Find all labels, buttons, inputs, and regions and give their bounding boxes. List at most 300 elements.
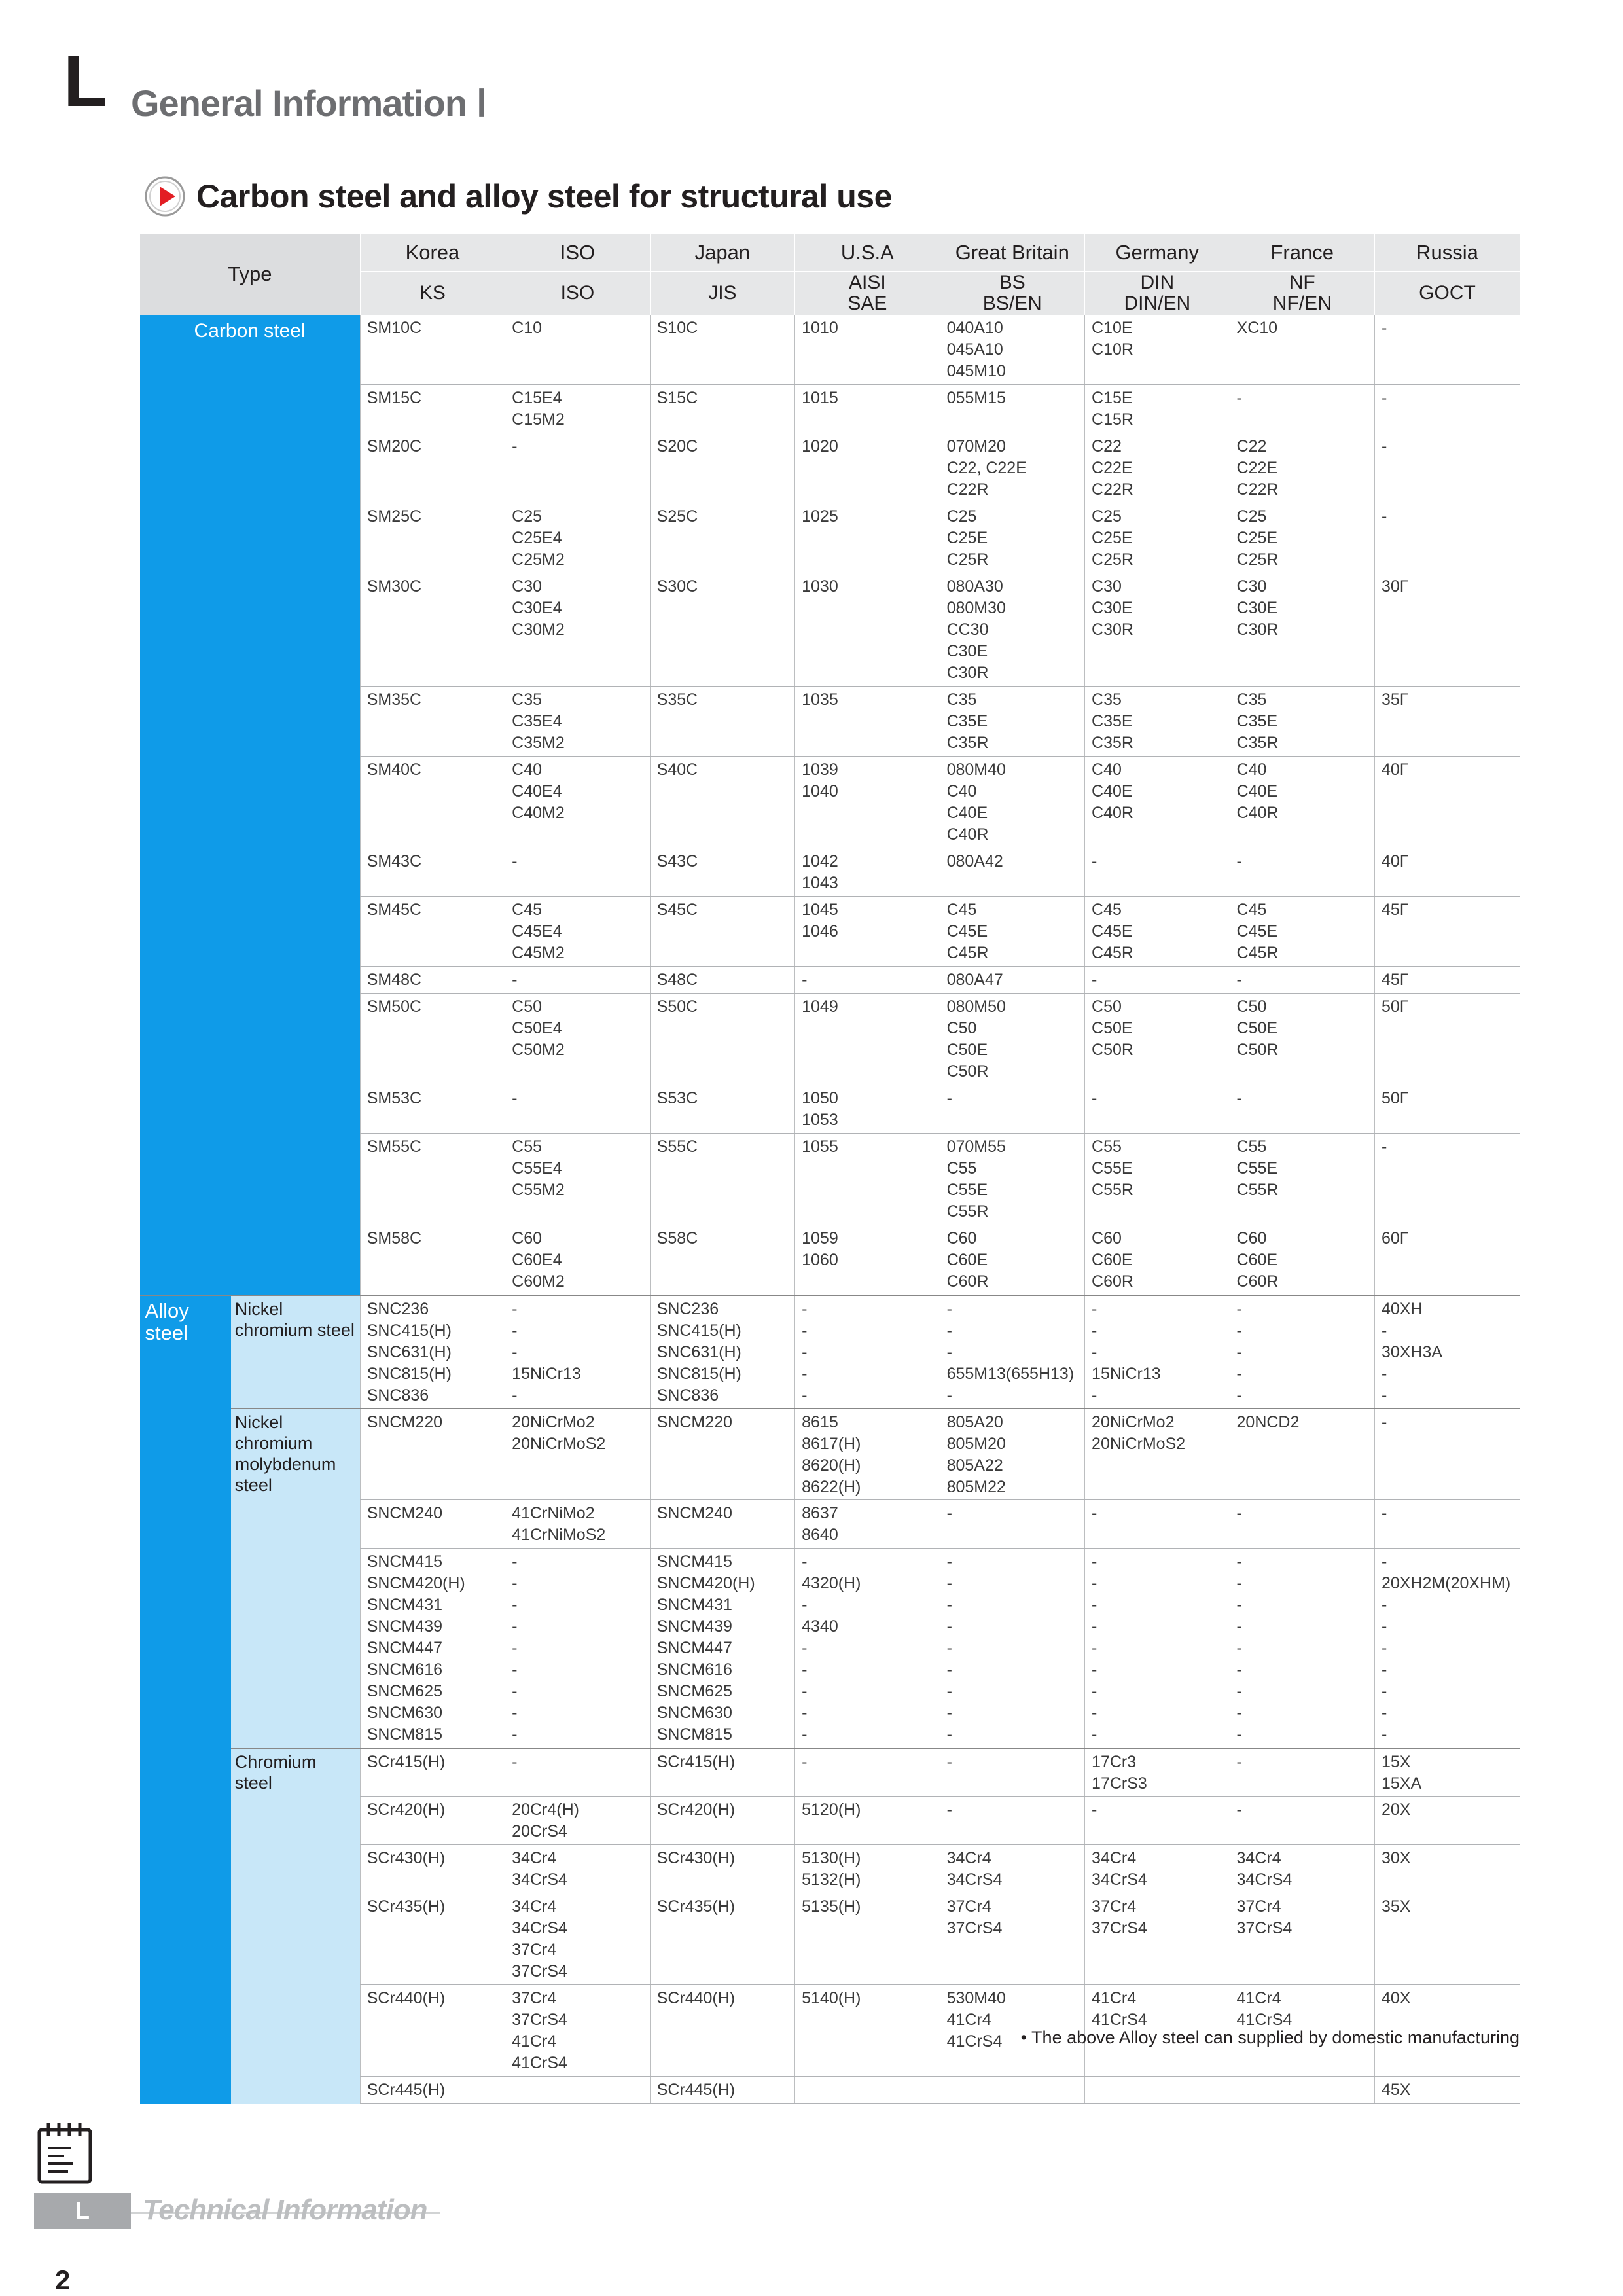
cell-ks [360,1408,505,1500]
cell-jis [650,687,794,757]
cell-value: C30E [1236,599,1278,617]
cell-value: - [1381,1682,1387,1700]
group-label-carbon-steel: Carbon steel [140,315,361,1295]
footer-section-title: Technical Information [143,2194,427,2226]
cell-value: - [512,1704,518,1722]
cell-value: 5135(H) [802,1897,861,1916]
cell-iso [505,315,650,385]
cell-nf [1230,1893,1374,1985]
cell-value: C60 [1092,1229,1122,1247]
cell-goct [1374,1797,1520,1845]
cell-din [1085,1085,1230,1134]
cell-ks [360,1893,505,1985]
cell-bs [940,2077,1084,2104]
cell-value: - [1381,507,1387,526]
cell-goct [1374,1748,1520,1797]
cell-value: SNCM420(H) [656,1574,755,1592]
cell-value: SNCM447 [656,1639,732,1657]
cell-value: C15E4 [512,389,562,407]
cell-value: C25R [1092,550,1133,569]
cell-value: S53C [656,1089,698,1107]
cell-aisi [795,1134,940,1225]
cell-value: S45C [656,901,698,919]
cell-value: SCr440(H) [366,1989,446,2007]
cell-value: - [1236,1552,1242,1571]
cell-value: 34Cr4 [512,1849,557,1867]
cell-value: 41Cr4 [946,2011,991,2029]
cell-aisi [795,433,940,503]
cell-din [1085,967,1230,994]
cell-ks [360,1985,505,2077]
cell-value: 055M15 [946,389,1006,407]
cell-value: - [802,971,808,989]
cell-value: C40R [1236,804,1279,822]
cell-aisi [795,1893,940,1985]
cell-value: 37CrS4 [1236,1919,1293,1937]
cell-nf [1230,503,1374,573]
cell-bs [940,1845,1084,1893]
cell-value: SNCM630 [366,1704,443,1722]
standard-header: GOCT [1374,272,1520,315]
subgroup-label: Nickel chromium molybdenum steel [231,1408,360,1748]
cell-aisi [795,1408,940,1500]
cell-value: SNC815(H) [366,1364,452,1383]
cell-goct [1374,433,1520,503]
cell-value: - [1236,1504,1242,1522]
cell-nf [1230,848,1374,897]
cell-value: - [1381,1504,1387,1522]
cell-value: - [1092,1386,1097,1405]
cell-value: SNCM439 [656,1617,732,1636]
cell-value: 20NiCrMo2 [1092,1412,1175,1431]
cell-value: 37Cr4 [1092,1897,1137,1916]
cell-value: - [512,1089,518,1107]
cell-value: 080A42 [946,852,1003,870]
cell-value: - [802,1660,808,1679]
cell-value: 15X [1381,1752,1411,1771]
cell-jis [650,1985,794,2077]
cell-value: 30X [1381,1849,1411,1867]
cell-goct [1374,385,1520,433]
cell-value: C60E [1236,1251,1278,1269]
cell-value: SCr430(H) [366,1849,446,1867]
cell-value: - [1381,1660,1387,1679]
cell-value: SM45C [366,901,422,919]
footnote: • The above Alloy steel can supplied by domestic manufacturing [1020,2028,1520,2047]
cell-value: 41CrNiMo2 [512,1504,595,1522]
cell-value: C40R [946,825,989,844]
cell-iso [505,1085,650,1134]
cell-nf [1230,1500,1374,1549]
cell-value: C60E [1092,1251,1133,1269]
cell-value: C50R [1092,1041,1133,1059]
cell-din [1085,2077,1230,2104]
cell-value: 080A30 [946,577,1003,596]
cell-nf [1230,994,1374,1085]
cell-goct [1374,503,1520,573]
cell-goct [1374,1295,1520,1408]
cell-value: SNCM415 [656,1552,732,1571]
cell-value: 45Г [1381,901,1409,919]
cell-din [1085,1408,1230,1500]
cell-value: C35M2 [512,734,565,752]
cell-value: - [512,1617,518,1636]
cell-value: C35E4 [512,712,562,730]
cell-value: 41CrS4 [1092,2011,1147,2029]
cell-value: C55R [1092,1181,1133,1199]
cell-value: 17Cr3 [1092,1752,1137,1771]
cell-value: C45E [1092,922,1133,941]
cell-value: - [1092,1552,1097,1571]
cell-value: 40Г [1381,761,1409,779]
cell-ks [360,1500,505,1549]
cell-jis [650,1893,794,1985]
cell-value: S20C [656,437,698,456]
cell-value: - [946,1682,952,1700]
cell-din [1085,1549,1230,1748]
cell-value: - [1236,1617,1242,1636]
cell-value: - [1092,1725,1097,1744]
cell-value: SNC836 [366,1386,429,1405]
cell-value: - [1236,1386,1242,1405]
cell-value: C50 [1092,997,1122,1016]
cell-value: C30E [1092,599,1133,617]
cell-value: - [802,1342,808,1361]
cell-value: 1045 [802,901,838,919]
cell-value: 37CrS4 [512,2011,567,2029]
cell-value: 35Г [1381,691,1409,709]
cell-aisi [795,967,940,994]
cell-value: C15E [1092,389,1133,407]
cell-din [1085,433,1230,503]
cell-aisi [795,503,940,573]
cell-value: - [512,1386,518,1405]
cell-din [1085,315,1230,385]
cell-value: SM48C [366,971,422,989]
cell-value: 805M20 [946,1434,1006,1453]
cell-value: SNCM815 [366,1725,443,1744]
cell-value: SM20C [366,437,422,456]
cell-iso [505,2077,650,2104]
cell-value: 20NiCrMo2 [512,1412,595,1431]
cell-value: C45 [512,901,543,919]
cell-value: - [1381,1386,1387,1405]
cell-value [512,2079,649,2101]
cell-value: 41Cr4 [512,2032,557,2051]
cell-value: C60 [512,1229,543,1247]
cell-value: 15NiCr13 [1092,1364,1161,1383]
cell-value: C40E4 [512,782,562,800]
cell-value: C60R [1236,1272,1279,1291]
cell-iso [505,1225,650,1295]
cell-value: 17CrS3 [1092,1774,1147,1793]
cell-value: C22 [1236,437,1267,456]
cell-value: - [512,1342,518,1361]
cell-value: C50 [946,1019,977,1037]
cell-aisi [795,1085,940,1134]
cell-value: 37CrS4 [1092,1919,1147,1937]
cell-bs [940,848,1084,897]
cell-value: S55C [656,1138,698,1156]
cell-value: C40 [1236,761,1267,779]
cell-value: SM43C [366,852,422,870]
cell-value: - [1236,389,1242,407]
cell-value: S25C [656,507,698,526]
cell-ks [360,1134,505,1225]
cell-nf [1230,433,1374,503]
cell-value: C60R [946,1272,989,1291]
cell-value: - [512,1552,518,1571]
cell-value: SNCM420(H) [366,1574,465,1592]
cell-ks [360,994,505,1085]
cell-value: - [802,1704,808,1722]
cell-value: - [802,1552,808,1571]
cell-value: C25R [1236,550,1279,569]
cell-value: 34CrS4 [1092,1871,1147,1889]
cell-bs [940,757,1084,848]
cell-din [1085,1893,1230,1985]
cell-bs [940,1085,1084,1134]
cell-value: - [1236,1704,1242,1722]
cell-bs [940,315,1084,385]
cell-value: 1030 [802,577,838,596]
cell-nf [1230,1134,1374,1225]
cell-value: SM25C [366,507,422,526]
cell-din [1085,897,1230,967]
chapter-letter: L [63,41,108,122]
cell-value: - [1381,1639,1387,1657]
cell-value: C22R [1236,480,1279,499]
cell-value: - [946,1752,952,1771]
cell-iso [505,1549,650,1748]
cell-value: C10R [1092,340,1133,359]
cell-nf [1230,967,1374,994]
cell-value: C45R [1236,944,1279,962]
cell-value: - [946,1299,952,1318]
cell-value: 655M13(655H13) [946,1364,1075,1383]
cell-value: - [802,1386,808,1405]
cell-bs [940,385,1084,433]
cell-jis [650,1845,794,1893]
cell-value: 41Cr4 [1092,1989,1137,2007]
cell-value [1092,2079,1229,2101]
cell-jis [650,967,794,994]
cell-jis [650,1500,794,1549]
country-header: Japan [650,234,794,272]
cell-value: C25E [1092,529,1133,547]
cell-nf [1230,687,1374,757]
cell-value: C25E [946,529,988,547]
cell-iso [505,503,650,573]
cell-value: - [512,1299,518,1318]
cell-value: - [1092,1682,1097,1700]
cell-din [1085,687,1230,757]
cell-din [1085,1748,1230,1797]
cell-value: C40 [512,761,543,779]
cell-goct [1374,573,1520,687]
cell-goct [1374,1408,1520,1500]
section-title: Carbon steel and alloy steel for structural use [196,178,892,215]
cell-value: SM58C [366,1229,422,1247]
cell-goct [1374,2077,1520,2104]
cell-value: C60R [1092,1272,1133,1291]
table-row [140,1408,1520,1500]
cell-value: C22E [1236,459,1278,477]
cell-value: 080M40 [946,761,1006,779]
cell-value: C45E [1236,922,1278,941]
cell-jis [650,573,794,687]
cell-value: 1053 [802,1111,838,1129]
cell-value: - [1381,1412,1387,1431]
type-header: Type [140,234,361,315]
cell-value: - [946,1639,952,1657]
cell-value: C50 [1236,997,1267,1016]
cell-value: 20Cr4(H) [512,1801,579,1819]
cell-value: S48C [656,971,698,989]
cell-value: 070M20 [946,437,1006,456]
cell-value: - [1236,1321,1242,1340]
cell-value: - [1092,852,1097,870]
cell-value: C50R [946,1062,989,1081]
cell-value: - [1381,1725,1387,1744]
cell-value: - [1092,1596,1097,1614]
cell-value: C35E [1236,712,1278,730]
cell-goct [1374,757,1520,848]
cell-value: - [802,1364,808,1383]
cell-value: 50Г [1381,997,1409,1016]
cell-iso [505,687,650,757]
cell-value: C45 [946,901,977,919]
cell-value: SNC631(H) [656,1342,741,1361]
cell-value [802,2079,939,2101]
cell-value: C15M2 [512,410,565,429]
cell-value: S10C [656,318,698,337]
cell-bs [940,687,1084,757]
cell-value: C22, C22E [946,459,1027,477]
cell-goct [1374,897,1520,967]
cell-value: 080M50 [946,997,1006,1016]
group-label-alloy-steel: Alloy steel [140,1295,231,2104]
cell-value: - [1236,1801,1242,1819]
cell-value: 040A10 [946,318,1003,337]
cell-value: 1015 [802,389,838,407]
cell-value: 30XH3A [1381,1342,1443,1361]
cell-value: C30R [1092,620,1133,639]
cell-value: 1039 [802,761,838,779]
cell-value: 1035 [802,691,838,709]
cell-jis [650,994,794,1085]
cell-value: - [1381,437,1387,456]
cell-value: - [802,1596,808,1614]
cell-value: SNC836 [656,1386,719,1405]
cell-ks [360,385,505,433]
cell-value: SNCM415 [366,1552,443,1571]
cell-value: - [802,1752,808,1771]
cell-value: SM35C [366,691,422,709]
cell-value: SNCM625 [366,1682,443,1700]
cell-iso [505,1985,650,2077]
cell-value: SCr440(H) [656,1989,736,2007]
cell-value: C35E [946,712,988,730]
cell-value: C25 [946,507,977,526]
cell-value: 41CrS4 [512,2054,567,2072]
cell-value: C50E4 [512,1019,562,1037]
standard-header: AISI SAE [795,272,940,315]
cell-value: 805M22 [946,1477,1006,1496]
cell-value: 15XA [1381,1774,1422,1793]
cell-nf [1230,1295,1374,1408]
cell-value: SCr420(H) [366,1801,446,1819]
cell-value: - [946,1801,952,1819]
cell-value: C40M2 [512,804,565,822]
cell-value: 40XH [1381,1299,1423,1318]
subgroup-label: Nickel chromium steel [231,1295,360,1408]
cell-value: 34Cr4 [1092,1849,1137,1867]
country-header: Germany [1085,234,1230,272]
cell-value: 20X [1381,1801,1411,1819]
cell-value: - [512,1596,518,1614]
cell-value: C45 [1092,901,1122,919]
cell-value: SNCM616 [366,1660,443,1679]
cell-ks [360,848,505,897]
cell-value: C30 [512,577,543,596]
cell-value: 20CrS4 [512,1822,567,1840]
cell-iso [505,1797,650,1845]
cell-iso [505,1845,650,1893]
cell-value: 37Cr4 [1236,1897,1281,1916]
cell-value: - [1092,1089,1097,1107]
cell-value: 080A47 [946,971,1003,989]
cell-aisi [795,315,940,385]
cell-value: C25 [512,507,543,526]
cell-value: C50E [1092,1019,1133,1037]
cell-value: - [1092,1639,1097,1657]
cell-din [1085,573,1230,687]
cell-value: SNC631(H) [366,1342,452,1361]
cell-value: C45R [1092,944,1133,962]
cell-nf [1230,385,1374,433]
cell-value: - [1236,1752,1242,1771]
cell-value: 60Г [1381,1229,1409,1247]
cell-value: C50E [946,1041,988,1059]
cell-value: C60M2 [512,1272,565,1291]
cell-value: - [1381,1617,1387,1636]
cell-value: 8622(H) [802,1477,861,1496]
table-row [140,1748,1520,1797]
cell-value: 1046 [802,922,838,941]
cell-value: SNC415(H) [366,1321,452,1340]
cell-iso [505,385,650,433]
cell-value: - [1236,1364,1242,1383]
cell-value: - [946,1725,952,1744]
cell-ks [360,897,505,967]
cell-value: SCr445(H) [366,2081,446,2099]
cell-value: C30 [1092,577,1122,596]
cell-value: C50 [512,997,543,1016]
cell-value: C45E [946,922,988,941]
cell-jis [650,433,794,503]
cell-goct [1374,848,1520,897]
cell-value: 1010 [802,318,838,337]
cell-value: SNCM220 [366,1412,443,1431]
cell-goct [1374,1085,1520,1134]
standard-header: DIN DIN/EN [1085,272,1230,315]
cell-bs [940,1134,1084,1225]
cell-value: - [1236,1342,1242,1361]
cell-value: 4340 [802,1617,838,1636]
cell-value: SNCM815 [656,1725,732,1744]
cell-value: C40 [1092,761,1122,779]
